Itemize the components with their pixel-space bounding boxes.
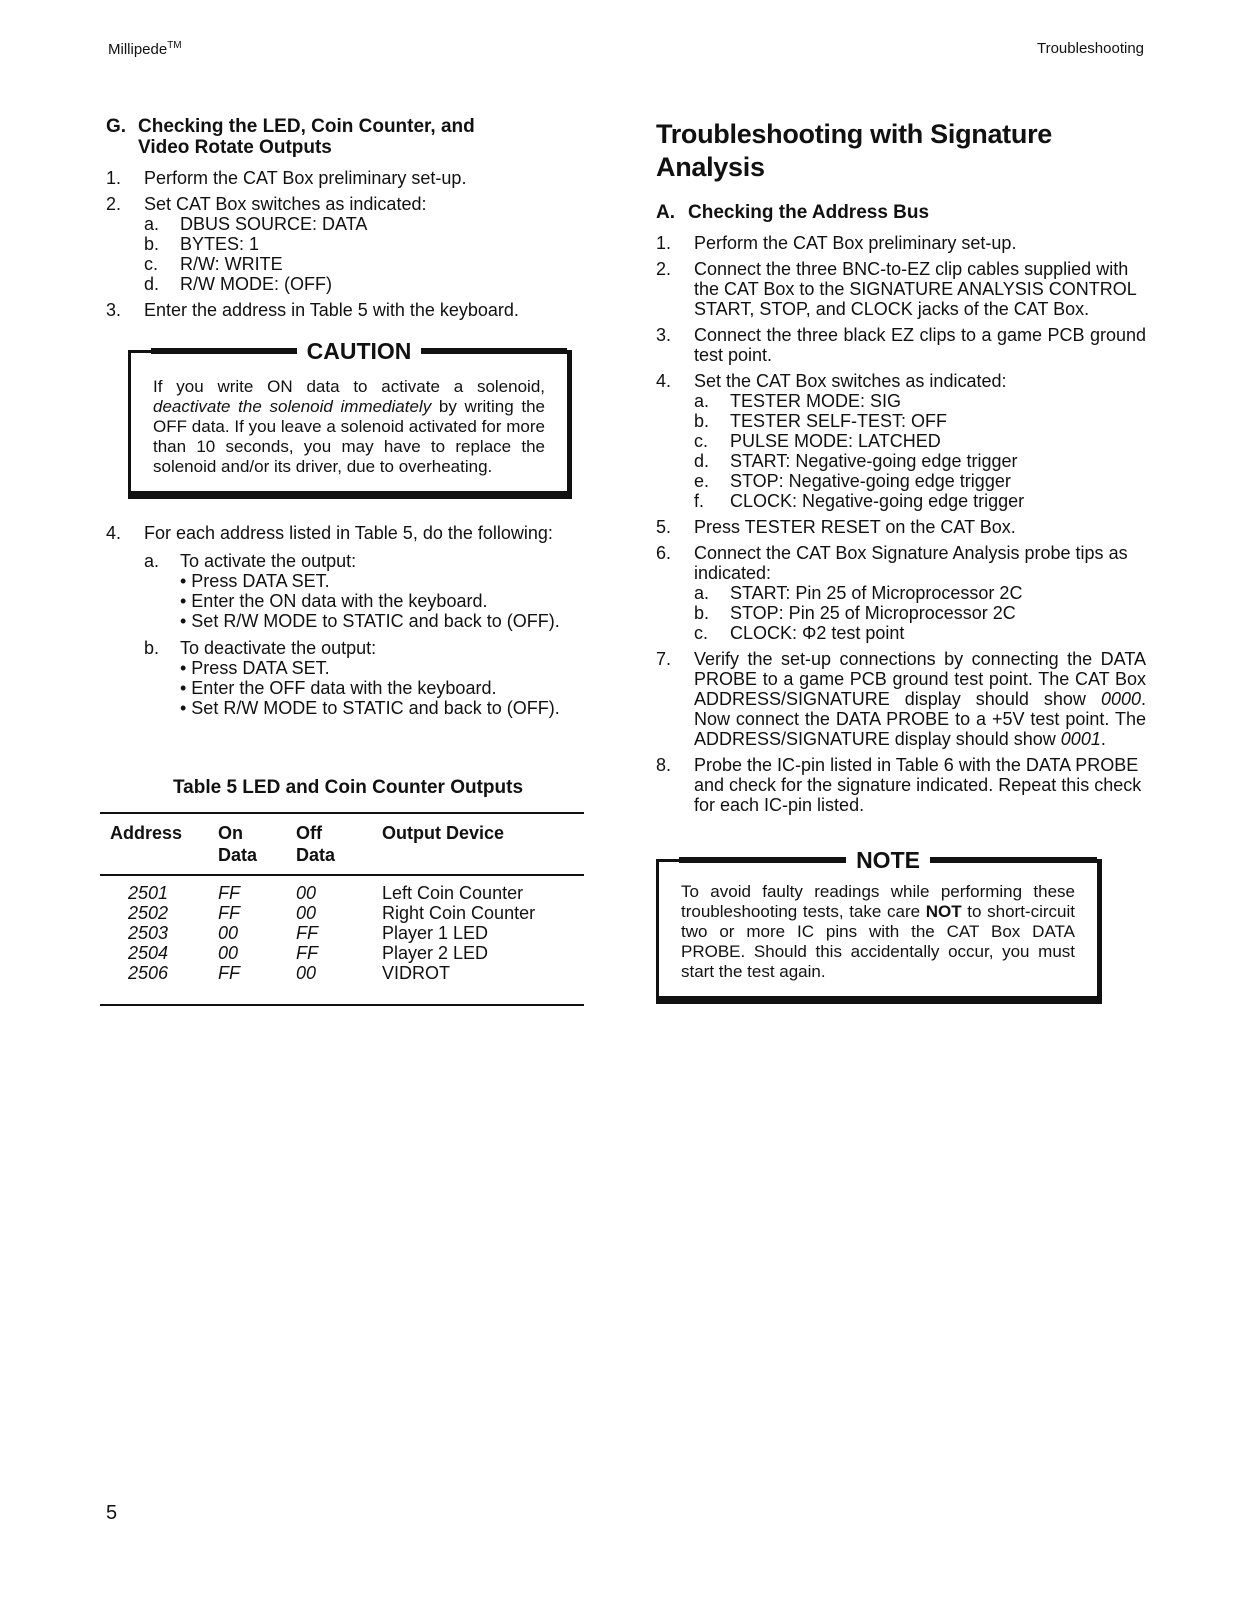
sub-letter: d. bbox=[144, 274, 160, 294]
sub-item bbox=[144, 234, 596, 254]
caution-title: CAUTION bbox=[297, 339, 422, 363]
step-2 bbox=[106, 194, 596, 294]
step-3 bbox=[656, 325, 1146, 365]
sub-text: TESTER SELF-TEST: OFF bbox=[730, 411, 948, 431]
step-text: Connect the three black EZ clips to a game PCB ground test point. bbox=[694, 325, 1146, 365]
sub-letter: b. bbox=[144, 234, 160, 254]
step-7 bbox=[656, 649, 1146, 749]
section-a-heading bbox=[656, 202, 1146, 223]
cell-on-data: 00 bbox=[218, 943, 239, 963]
cell-output-device: Player 1 LED bbox=[382, 923, 489, 943]
header-line: Off bbox=[296, 823, 322, 843]
step-number: 4. bbox=[106, 523, 122, 543]
column-header bbox=[382, 813, 584, 875]
note-emphasis: NOT bbox=[925, 902, 962, 921]
header-line: Address bbox=[110, 823, 183, 843]
step-text: Enter the address in Table 5 with the keyboard. bbox=[144, 300, 519, 320]
manual-title: Millipede bbox=[108, 41, 168, 58]
header-line: On bbox=[218, 823, 243, 843]
step-text: Perform the CAT Box preliminary set-up. bbox=[144, 168, 467, 188]
sub-text: BYTES: 1 bbox=[180, 234, 260, 254]
sub-text: PULSE MODE: LATCHED bbox=[730, 431, 941, 451]
sub-text: START: Pin 25 of Microprocessor 2C bbox=[730, 583, 1023, 603]
bullet-item: • Press DATA SET. bbox=[180, 571, 330, 591]
step-4 bbox=[656, 371, 1146, 511]
step-number: 5. bbox=[656, 517, 672, 537]
running-header-left bbox=[108, 40, 182, 58]
step-text-part: . Now connect the DATA PROBE to a +5V test point. The ADDRESS/SIGNATURE display should show bbox=[694, 689, 1146, 749]
sub-text: START: Negative-going edge trigger bbox=[730, 451, 1018, 471]
sub-text: To deactivate the output: bbox=[180, 638, 377, 658]
sub-item bbox=[144, 254, 596, 274]
cell-address: 2504 bbox=[128, 943, 169, 963]
cell-address: 2501 bbox=[128, 883, 169, 903]
sub-letter: e. bbox=[694, 471, 710, 491]
step-number: 2. bbox=[656, 259, 672, 279]
sub-text: CLOCK: Negative-going edge trigger bbox=[730, 491, 1025, 511]
cell-output-device: Player 2 LED bbox=[382, 943, 489, 963]
sub-letter: a. bbox=[694, 391, 710, 411]
table-header-row bbox=[100, 813, 584, 875]
caution-emphasis: deactivate the solenoid immediately bbox=[153, 397, 432, 416]
cell-address: 2506 bbox=[128, 963, 169, 983]
title-rule bbox=[421, 348, 567, 354]
display-value: 0001 bbox=[1060, 729, 1101, 749]
step-text: For each address listed in Table 5, do the following: bbox=[144, 523, 553, 543]
column-header bbox=[218, 813, 296, 875]
header-line: Data bbox=[296, 845, 336, 865]
cell-on-data: FF bbox=[218, 963, 240, 983]
display-value: 0000 bbox=[1100, 689, 1141, 709]
column-header bbox=[296, 813, 382, 875]
step-number: 1. bbox=[656, 233, 672, 253]
step-text: Perform the CAT Box preliminary set-up. bbox=[694, 233, 1017, 253]
outputs-table bbox=[100, 812, 584, 1006]
sub-letter: f. bbox=[694, 491, 705, 511]
page-title bbox=[656, 118, 1146, 184]
sub-item bbox=[694, 603, 1146, 623]
cell-off-data: 00 bbox=[296, 903, 317, 923]
step-8 bbox=[656, 755, 1146, 815]
step-number: 3. bbox=[656, 325, 672, 345]
page-number: 5 bbox=[106, 1502, 118, 1524]
sub-item-activate bbox=[144, 551, 596, 631]
step-text: Connect the CAT Box Signature Analysis probe tips as indicated: bbox=[694, 543, 1128, 583]
step-text: Connect the three BNC-to-EZ clip cables supplied with the CAT Box to the SIGNATURE ANALYSIS CONTROL START, STOP, and CLOCK jacks of the CAT Box. bbox=[694, 259, 1137, 319]
caution-text-part: If you write ON data to activate a solenoid, bbox=[153, 377, 545, 396]
note-title: NOTE bbox=[846, 848, 930, 872]
step-number: 3. bbox=[106, 300, 122, 320]
sub-letter: b. bbox=[694, 411, 710, 431]
cell-address: 2503 bbox=[128, 923, 169, 943]
caution-title-bar bbox=[131, 339, 567, 363]
step-number: 2. bbox=[106, 194, 122, 214]
cell-on-data: FF bbox=[218, 903, 240, 923]
bullet-item: • Enter the ON data with the keyboard. bbox=[180, 591, 488, 611]
caution-text bbox=[153, 377, 545, 477]
step-text-part: Verify the set-up connections by connecting the DATA PROBE to a game PCB ground test point. The CAT Box ADDRESS/SIGNATURE display should show bbox=[694, 649, 1146, 709]
step-4 bbox=[106, 523, 596, 718]
note-text bbox=[681, 882, 1075, 982]
table-row bbox=[100, 903, 584, 923]
step-text bbox=[694, 649, 1146, 749]
section-title-line2: Video Rotate Outputs bbox=[138, 137, 332, 158]
step-number: 4. bbox=[656, 371, 672, 391]
bullet-item: • Enter the OFF data with the keyboard. bbox=[180, 678, 497, 698]
header-line: Output Device bbox=[382, 823, 505, 843]
cell-output-device: VIDROT bbox=[382, 963, 451, 983]
table-title: Table 5 LED and Coin Counter Outputs bbox=[172, 777, 524, 798]
left-column bbox=[106, 116, 596, 1006]
title-rule bbox=[151, 348, 297, 354]
sub-text: R/W MODE: (OFF) bbox=[180, 274, 332, 294]
sub-letter: d. bbox=[694, 451, 710, 471]
sub-item bbox=[694, 431, 1146, 451]
section-letter: A. bbox=[656, 202, 675, 223]
sub-item bbox=[694, 623, 1146, 643]
cell-off-data: 00 bbox=[296, 883, 317, 903]
table-row bbox=[100, 923, 584, 943]
caution-box bbox=[128, 338, 572, 499]
sub-item bbox=[694, 391, 1146, 411]
sub-item bbox=[694, 411, 1146, 431]
step-5 bbox=[656, 517, 1146, 537]
cell-on-data: FF bbox=[218, 883, 240, 903]
step-number: 6. bbox=[656, 543, 672, 563]
step-text: Set the CAT Box switches as indicated: bbox=[694, 371, 1007, 391]
sub-text: R/W: WRITE bbox=[180, 254, 283, 274]
note-text-part: To avoid faulty readings while performing these troubleshooting tests, take care bbox=[681, 882, 1075, 921]
sub-item bbox=[144, 214, 596, 234]
step-text: Set CAT Box switches as indicated: bbox=[144, 194, 427, 214]
sub-text: STOP: Pin 25 of Microprocessor 2C bbox=[730, 603, 1016, 623]
title-rule bbox=[679, 857, 846, 863]
sub-letter: b. bbox=[144, 638, 160, 658]
trademark-mark: TM bbox=[167, 40, 182, 51]
section-title-line1: Checking the LED, Coin Counter, and bbox=[138, 116, 475, 137]
sub-item bbox=[694, 471, 1146, 491]
sub-letter: a. bbox=[694, 583, 710, 603]
sub-letter: c. bbox=[694, 623, 709, 643]
sub-letter: b. bbox=[694, 603, 710, 623]
sub-text: CLOCK: Φ2 test point bbox=[730, 623, 905, 643]
sub-item bbox=[694, 583, 1146, 603]
step-number: 1. bbox=[106, 168, 122, 188]
cell-off-data: FF bbox=[296, 923, 318, 943]
cell-output-device: Right Coin Counter bbox=[382, 903, 536, 923]
cell-off-data: 00 bbox=[296, 963, 317, 983]
step-text: Probe the IC-pin listed in Table 6 with the DATA PROBE and check for the signature indicated. Repeat this check for each IC-pin listed. bbox=[694, 755, 1142, 815]
sub-item bbox=[144, 274, 596, 294]
running-header-right: Troubleshooting bbox=[1036, 40, 1144, 57]
sub-item bbox=[694, 451, 1146, 471]
right-column bbox=[656, 118, 1146, 1004]
table-row bbox=[100, 943, 584, 963]
step-1 bbox=[656, 233, 1146, 253]
section-title: Checking the Address Bus bbox=[688, 202, 930, 223]
sub-text: STOP: Negative-going edge trigger bbox=[730, 471, 1011, 491]
header-line: Data bbox=[218, 845, 258, 865]
sub-item-deactivate bbox=[144, 638, 596, 718]
sub-text: TESTER MODE: SIG bbox=[730, 391, 902, 411]
cell-address: 2502 bbox=[128, 903, 169, 923]
step-1 bbox=[106, 168, 596, 188]
step-text: Press TESTER RESET on the CAT Box. bbox=[694, 517, 1016, 537]
sub-letter: c. bbox=[144, 254, 159, 274]
step-text-part: . bbox=[1100, 729, 1106, 749]
sub-text: To activate the output: bbox=[180, 551, 357, 571]
page-title-line1: Troubleshooting with Signature bbox=[656, 119, 1052, 149]
sub-letter: a. bbox=[144, 214, 160, 234]
caution-text-part: by writing the OFF data. If you leave a solenoid activated for more than 10 seconds, you may have to replace the solenoid and/or its driver, due to overheating. bbox=[153, 397, 545, 476]
sub-text: DBUS SOURCE: DATA bbox=[180, 214, 368, 234]
page-title-line2: Analysis bbox=[656, 152, 765, 182]
bullet-item: • Press DATA SET. bbox=[180, 658, 330, 678]
step-6 bbox=[656, 543, 1146, 643]
section-title bbox=[138, 116, 475, 158]
column-header bbox=[100, 813, 218, 875]
step-3 bbox=[106, 300, 596, 320]
bullet-item: • Set R/W MODE to STATIC and back to (OFF). bbox=[180, 698, 560, 718]
title-rule bbox=[930, 857, 1097, 863]
note-box bbox=[656, 847, 1102, 1004]
note-text-part: to short-circuit two or more IC pins with the CAT Box DATA PROBE. Should this accidentally occur, you must start the test again. bbox=[681, 902, 1075, 981]
section-g-heading bbox=[106, 116, 596, 158]
step-number: 8. bbox=[656, 755, 672, 775]
sub-letter: a. bbox=[144, 551, 160, 571]
table-row bbox=[100, 883, 584, 903]
step-number: 7. bbox=[656, 649, 672, 669]
note-title-bar bbox=[659, 848, 1097, 872]
sub-item bbox=[694, 491, 1146, 511]
cell-output-device: Left Coin Counter bbox=[382, 883, 524, 903]
cell-on-data: 00 bbox=[218, 923, 239, 943]
section-letter: G. bbox=[106, 116, 127, 137]
cell-off-data: FF bbox=[296, 943, 318, 963]
sub-letter: c. bbox=[694, 431, 709, 451]
bullet-item: • Set R/W MODE to STATIC and back to (OFF). bbox=[180, 611, 560, 631]
table-row bbox=[100, 963, 584, 983]
step-2 bbox=[656, 259, 1146, 319]
